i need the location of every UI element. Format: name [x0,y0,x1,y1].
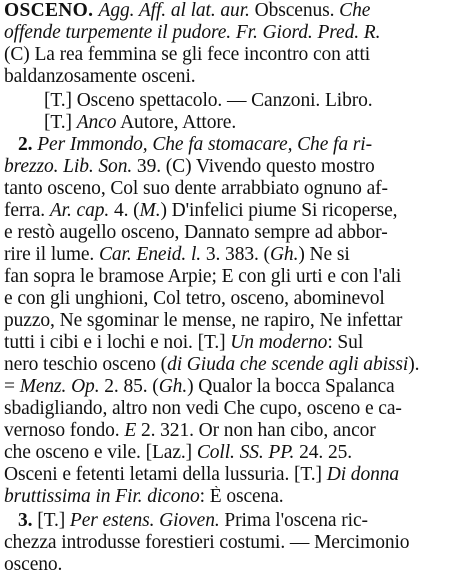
italic-text: Gh. [269,244,299,265]
entry-text: ). [408,354,420,375]
entry-text: rire il lume. [4,244,99,265]
entry-line [4,398,466,420]
entry-line [18,510,466,532]
entry-text: tutti i cibi e i lochi e noi. [T.] [4,332,231,353]
entry-line [4,420,466,442]
entry-text: baldanzosamente osceni. [4,66,196,87]
entry-text: e con gli unghioni, Col tetro, osceno, abominevol [4,288,385,309]
italic-text: Coll. SS. PP. [196,442,295,463]
entry-line [4,66,466,88]
entry-text: [T.] Osceno spettacolo. — Canzoni. Libro. [44,90,373,111]
entry-line [44,112,466,134]
italic-text: Che [339,0,371,21]
entry-text: 3. 383. ( [201,244,270,265]
italic-text: Di donna [326,464,400,485]
italic-text: brezzo. Lib. Son. [4,156,133,177]
entry-text: ) Ne si [298,244,350,265]
entry-text: 2. 321. Or non han cibo, ancor [136,420,376,441]
entry-text: 3. [18,510,38,531]
entry-text: ferra. [4,200,50,221]
entry-text: : È oscena. [199,486,284,507]
entry-text: e restò augello osceno, Dannato sempre ad abbor- [4,222,388,243]
entry-text: 39. (C) Vivendo questo mostro [132,156,375,177]
entry-text: [T.] [44,112,77,133]
entry-text: Obscenus. [249,0,340,21]
entry-line [44,90,466,112]
entry-text: ) D'infelici piume Si ricoperse, [160,200,398,221]
entry-line [4,0,466,22]
entry-line [4,332,466,354]
entry-text: Osceni e fetenti letami della lussuria. [T.] [4,464,327,485]
entry-line [4,486,466,508]
italic-text: Agg. Aff. al lat. aur. [98,0,250,21]
italic-text: Gh. [158,376,188,397]
entry-line [4,354,466,376]
italic-text: Menz. Op. [19,376,100,397]
entry-line [4,442,466,464]
entry-text: osceno. [4,554,63,575]
entry-text: puzzo, Ne sgominar le mense, ne rapiro, Ne infettar [4,310,403,331]
entry-text: : Sul [327,332,364,353]
italic-text: M. [139,200,161,221]
italic-text: Per estens. Gioven. [69,510,220,531]
entry-line [4,200,466,222]
entry-text: 4. ( [109,200,140,221]
entry-text: fan sopra le bramose Arpie; E con gli urti e con l'ali [4,266,402,287]
entry-line [4,44,466,66]
entry-text: (C) La rea femmina se gli fece incontro con atti [4,44,371,65]
entry-text: ) Qualor la bocca Spalanca [187,376,395,397]
entry-text: sbadigliando, altro non vedi Che cupo, osceno e ca- [4,398,402,419]
headword: OSCENO. [4,0,99,21]
italic-text: Per Immondo, Che fa stomacare, Che fa ri- [37,134,372,155]
entry-line [4,532,466,554]
entry-text: Autore, Attore. [116,112,237,133]
entry-line [4,222,466,244]
entry-line [4,156,466,178]
entry-text: = [4,376,20,397]
italic-text: di Giuda che scende agli abissi [167,354,409,375]
entry-text: 24. 25. [294,442,353,463]
entry-line [4,376,466,398]
entry-text: che osceno e vile. [Laz.] [4,442,197,463]
italic-text: Un moderno [230,332,328,353]
entry-line [18,134,466,156]
entry-line [4,266,466,288]
italic-text: Ar. cap. [49,200,110,221]
entry-text: chezza introdusse forestieri costumi. — Mercimonio [4,532,410,553]
italic-text: bruttissima in Fir. dicono [4,486,200,507]
entry-line [4,464,466,486]
entry-line [4,178,466,200]
entry-text: 2. 85. ( [99,376,159,397]
entry-text: vernoso fondo. [4,420,125,441]
entry-line [4,244,466,266]
entry-text: 2. [18,134,38,155]
entry-text: Prima l'oscena ric- [219,510,368,531]
entry-text: nero teschio osceno ( [4,354,168,375]
entry-text: [T.] [37,510,70,531]
italic-text: E [124,420,137,441]
entry-line [4,554,466,576]
entry-line [4,22,466,44]
italic-text: Anco [76,112,117,133]
entry-line [4,310,466,332]
entry-text: tanto osceno, Col suo dente arrabbiato ognuno af- [4,178,388,199]
italic-text: offende turpemente il pudore. Fr. Giord. Pred. R. [4,22,381,43]
entry-line [4,288,466,310]
italic-text: Car. Eneid. l. [99,244,202,265]
